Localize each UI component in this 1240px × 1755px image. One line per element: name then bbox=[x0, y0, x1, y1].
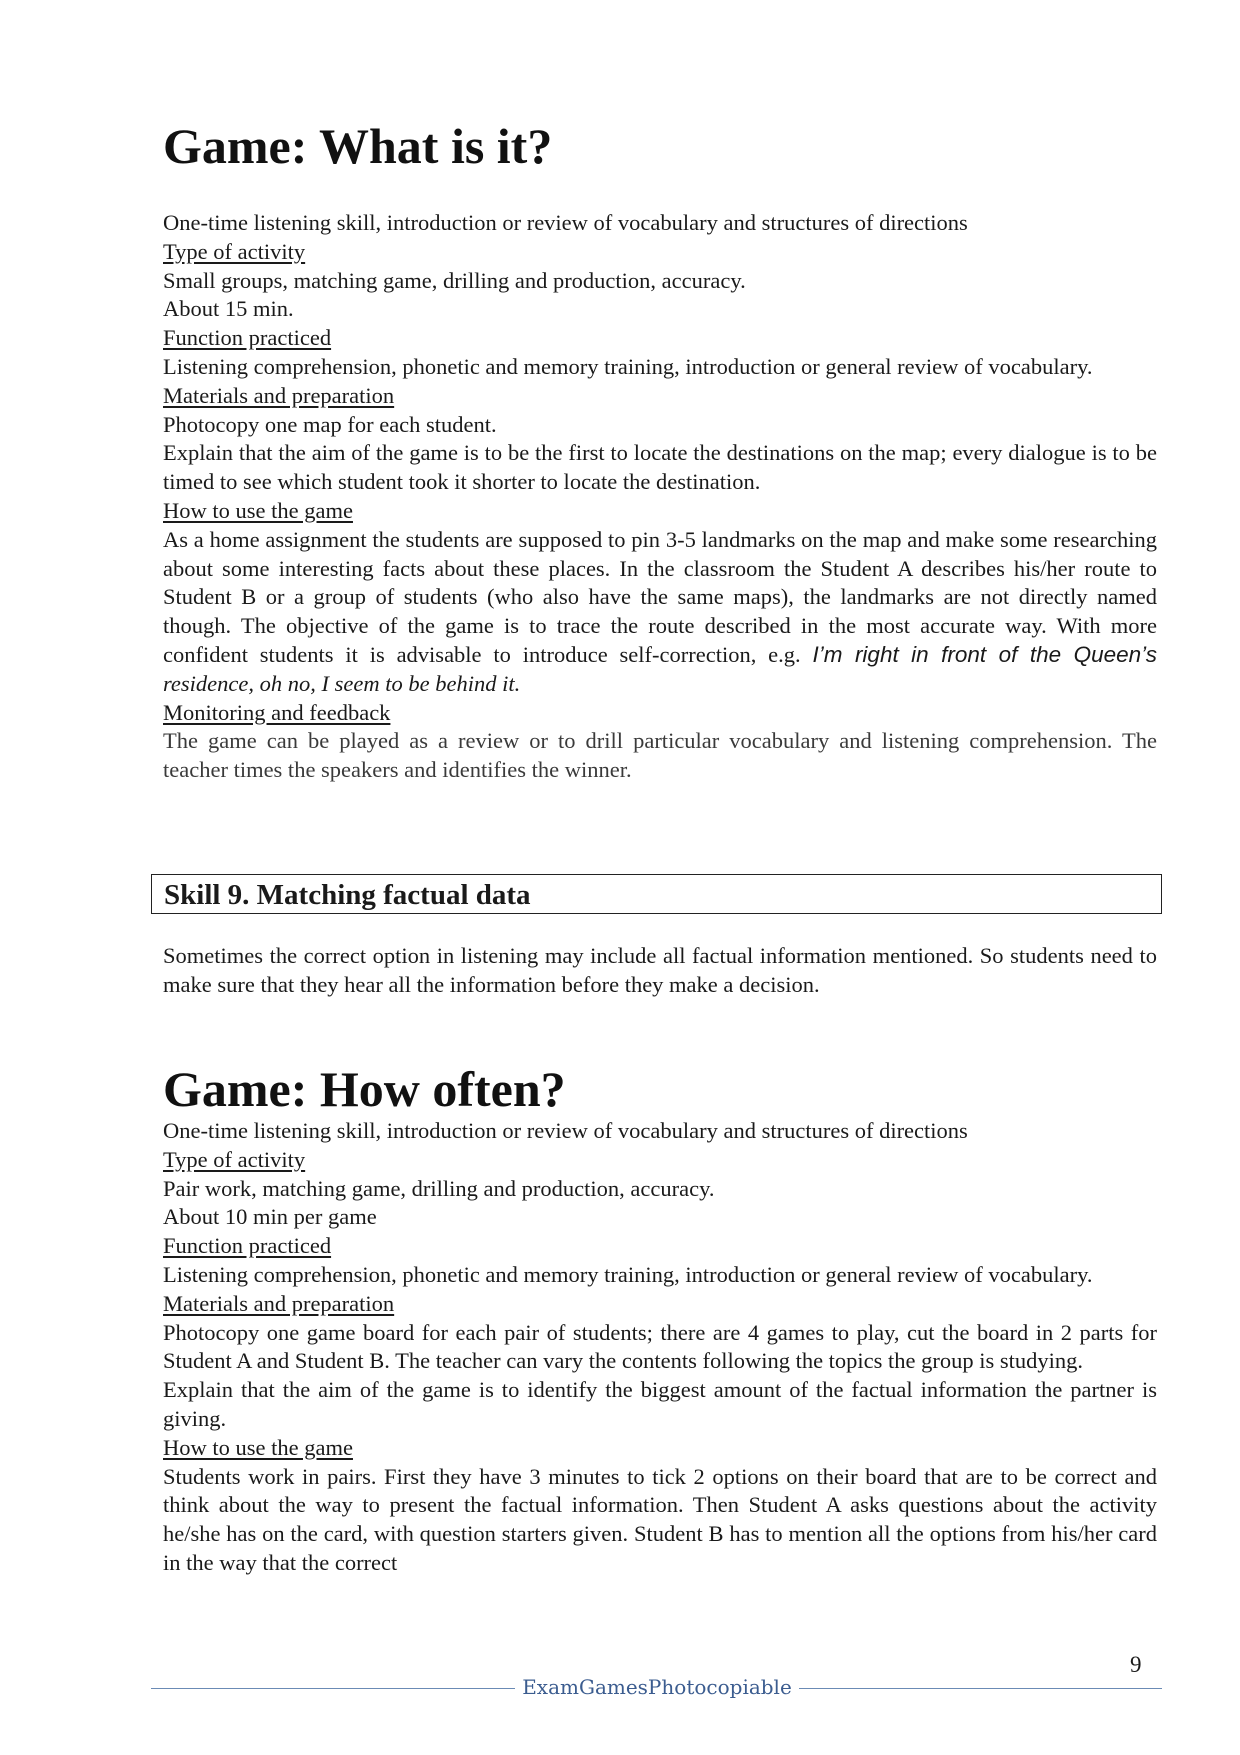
game2-howto-text: Students work in pairs. First they have 3 minutes to tick 2 options on their board that are to be correct and think about the way to present the factual information. Then Student A asks questions about the activity he/she has on the card, with question starters given. Student B has to mention all the options from his/her card in the way that the correct bbox=[163, 1463, 1157, 1575]
skill-heading-box bbox=[151, 874, 1162, 914]
game1-type-text: Small groups, matching game, drilling and production, accuracy. bbox=[163, 267, 746, 293]
game1-howto-text: As a home assignment the students are supposed to pin 3-5 landmarks on the map and make some researching about some interesting facts about these places. In the classroom the Student A describes his/her route to Student B or a group of students (who also have the same maps), the landmarks are not directly named though. The objective of the game is to trace the route described in the most accurate way. With more confident students it is advisable to introduce self-correction, e.g. bbox=[163, 526, 1157, 667]
footer-divider-right bbox=[799, 1688, 1162, 1689]
game2-function-text: Listening comprehension, phonetic and memory training, introduction or general review of vocabulary. bbox=[163, 1261, 1093, 1287]
game1-type-label: Type of activity bbox=[163, 238, 306, 264]
game1-intro: One-time listening skill, introduction or review of vocabulary and structures of directions bbox=[163, 210, 968, 235]
game1-materials-label: Materials and preparation bbox=[163, 382, 395, 408]
game2-title: Game: How often? bbox=[163, 1061, 566, 1117]
game1-howto-example-2: residence, oh no, I seem to be behind it. bbox=[163, 670, 521, 696]
game2-materials-label: Materials and preparation bbox=[163, 1290, 395, 1316]
game1-section bbox=[163, 118, 1157, 174]
game2-materials-text-2: Explain that the aim of the game is to identify the biggest amount of the factual information the partner is giving. bbox=[163, 1377, 1157, 1431]
game1-materials-text-2: Explain that the aim of the game is to be the first to locate the destinations on the map; every dialogue is to be timed to see which student took it shorter to locate the destination. bbox=[163, 440, 1157, 495]
game1-monitoring-text: The game can be played as a review or to drill particular vocabulary and listening comprehension. The teacher times the speakers and identifies the winner. bbox=[163, 728, 1157, 783]
game2-materials-text-1: Photocopy one game board for each pair of students; there are 4 games to play, cut the board in 2 parts for Student A and Student B. The teacher can vary the contents following the topics the group is studying. bbox=[163, 1319, 1157, 1374]
game1-howto-example-1: I’m right in front of the Queen’s bbox=[812, 641, 1157, 667]
game1-function-text: Listening comprehension, phonetic and memory training, introduction or general review of vocabulary. bbox=[163, 353, 1093, 379]
page-number: 9 bbox=[1130, 1652, 1142, 1677]
game1-title: Game: What is it? bbox=[163, 118, 553, 174]
game1-duration: About 15 min. bbox=[163, 296, 294, 322]
game1-body bbox=[163, 209, 1157, 785]
game2-intro: One-time listening skill, introduction or review of vocabulary and structures of directions bbox=[163, 1118, 968, 1143]
game1-function-label: Function practiced bbox=[163, 325, 332, 351]
skill-text: Sometimes the correct option in listening may include all factual information mentioned. So students need to make sure that they hear all the information before they make a decision. bbox=[163, 943, 1157, 997]
game2-body bbox=[163, 1117, 1157, 1578]
game2-type-label: Type of activity bbox=[163, 1146, 306, 1172]
skill-body bbox=[163, 942, 1157, 1000]
game2-howto-label: How to use the game bbox=[163, 1434, 353, 1460]
game1-materials-text-1: Photocopy one map for each student. bbox=[163, 411, 497, 437]
footer-text: ExamGamesPhotocopiable bbox=[522, 1675, 792, 1699]
game1-howto-label: How to use the game bbox=[163, 497, 353, 523]
footer-divider-left bbox=[151, 1688, 515, 1689]
game1-monitoring-label: Monitoring and feedback bbox=[163, 699, 391, 725]
game1-howto-paragraph bbox=[163, 526, 1157, 699]
game2-function-label: Function practiced bbox=[163, 1233, 332, 1259]
game2-duration: About 10 min per game bbox=[163, 1204, 377, 1230]
game2-section bbox=[163, 1061, 1157, 1117]
skill-title: Skill 9. Matching factual data bbox=[164, 879, 531, 911]
game2-type-text: Pair work, matching game, drilling and production, accuracy. bbox=[163, 1175, 715, 1201]
